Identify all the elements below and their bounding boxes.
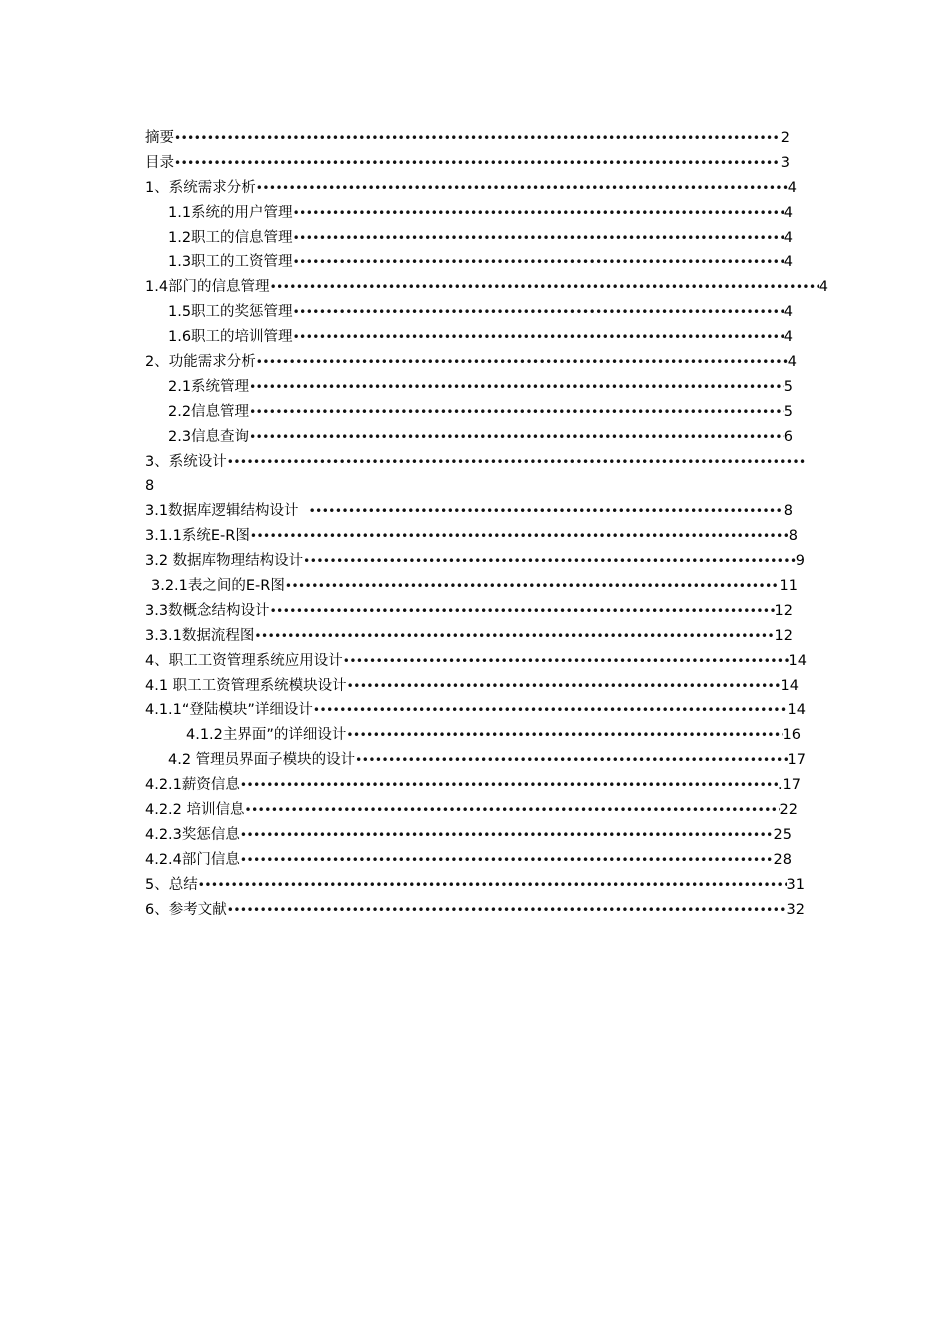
- toc-dot-leader: [270, 599, 775, 624]
- toc-entry: [0, 151, 950, 176]
- table-of-contents: [0, 126, 950, 923]
- toc-entry-title: 4、职工工资管理系统应用设计: [145, 652, 343, 669]
- toc-dot-leader: [293, 226, 784, 251]
- toc-entry: [0, 624, 950, 649]
- toc-entry-page: 14: [787, 702, 806, 719]
- toc-entry-page: 4: [787, 179, 797, 196]
- toc-dot-leader: [198, 873, 787, 898]
- toc-entry-title: 1、系统需求分析: [145, 179, 256, 196]
- toc-dot-leader: [250, 524, 789, 549]
- toc-entry: [0, 723, 950, 748]
- toc-dot-leader: [240, 848, 774, 873]
- toc-entry-page: 17: [787, 752, 806, 769]
- toc-entry: [0, 873, 950, 898]
- toc-entry: [0, 549, 950, 574]
- toc-dot-leader: [270, 275, 819, 300]
- toc-entry-page: 4: [787, 354, 797, 371]
- toc-dot-leader: [293, 250, 784, 275]
- toc-entry-page: 31: [786, 876, 805, 893]
- toc-entry-page: 12: [774, 627, 793, 644]
- toc-dot-leader: [293, 201, 784, 226]
- toc-entry: [0, 300, 950, 325]
- toc-entry: [0, 275, 950, 300]
- toc-entry-page: 14: [788, 652, 807, 669]
- toc-entry-page: 28: [773, 851, 792, 868]
- toc-entry-title: 3、系统设计: [145, 453, 227, 470]
- toc-entry: [0, 375, 950, 400]
- toc-dot-leader: [240, 773, 778, 798]
- toc-dot-leader: [249, 375, 784, 400]
- toc-entry-title: 1.2职工的信息管理: [168, 229, 293, 246]
- toc-entry-page: 16: [782, 727, 801, 744]
- toc-entry-page: 8: [788, 528, 798, 545]
- toc-dot-leader: [293, 300, 784, 325]
- toc-entry: [0, 823, 950, 848]
- toc-entry-page: 5: [783, 378, 793, 395]
- toc-entry-page: 6: [783, 428, 793, 445]
- toc-entry-title: 2.2信息管理: [168, 403, 250, 420]
- toc-entry-title: 1.4部门的信息管理: [145, 279, 270, 296]
- toc-dot-leader: [249, 400, 784, 425]
- toc-entry-page: 5: [783, 403, 793, 420]
- toc-entry-title: 目录: [145, 154, 174, 171]
- toc-dot-leader: [240, 823, 774, 848]
- toc-entry-page: .17: [777, 777, 801, 794]
- toc-entry-title: 2、功能需求分析: [145, 354, 256, 371]
- toc-entry-page: 4: [783, 254, 793, 271]
- toc-entry: [0, 350, 950, 375]
- toc-dot-leader: [254, 624, 774, 649]
- toc-dot-leader: [245, 798, 780, 823]
- toc-entry: [0, 201, 950, 226]
- toc-dot-leader: [174, 126, 781, 151]
- toc-entry: [0, 674, 950, 699]
- toc-entry-page: 14: [780, 677, 799, 694]
- toc-entry-page: 2: [780, 130, 790, 146]
- toc-entry: [0, 176, 950, 201]
- toc-dot-leader: [355, 748, 787, 773]
- toc-entry-page: 4: [783, 304, 793, 321]
- toc-entry: [0, 574, 950, 599]
- toc-entry: [0, 450, 950, 475]
- toc-dot-leader: [285, 574, 780, 599]
- toc-entry: [0, 499, 950, 524]
- toc-dot-leader: [309, 499, 784, 524]
- toc-entry-title: 3.2.1表之间的E-R图: [151, 578, 285, 595]
- toc-entry-page: 4: [818, 279, 828, 296]
- toc-entry: [0, 250, 950, 275]
- toc-entry: [0, 649, 950, 674]
- toc-dot-leader: [256, 350, 788, 375]
- toc-entry-page: 25: [773, 826, 792, 843]
- toc-entry-title: 1.6职工的培训管理: [168, 329, 293, 346]
- toc-entry: [0, 400, 950, 425]
- toc-dot-leader: [293, 325, 784, 350]
- toc-entry: [0, 748, 950, 773]
- toc-entry: [0, 226, 950, 251]
- toc-dot-leader: [249, 425, 784, 450]
- toc-entry-title: 4.2.2 培训信息: [145, 802, 245, 819]
- toc-entry-title: 1.5职工的奖惩管理: [168, 304, 293, 321]
- toc-entry-title: 3.3数概念结构设计: [145, 602, 270, 619]
- toc-entry-title: 8: [145, 478, 155, 495]
- toc-entry-title: 4.2.4部门信息: [145, 851, 240, 868]
- toc-entry: [0, 425, 950, 450]
- toc-entry: [0, 599, 950, 624]
- toc-entry-title: 6、参考文献: [145, 901, 227, 918]
- toc-entry-page: 4: [783, 229, 793, 246]
- toc-entry-title: 3.1数据库逻辑结构设计: [145, 503, 299, 520]
- toc-entry-title: 4.2.3奖惩信息: [145, 826, 240, 843]
- toc-entry-page: 22: [779, 802, 798, 819]
- toc-entry: [0, 848, 950, 873]
- toc-dot-leader: [227, 898, 787, 923]
- toc-dot-leader: [313, 698, 788, 723]
- toc-entry-title: 4.1 职工工资管理系统模块设计: [145, 677, 347, 694]
- toc-dot-leader: [256, 176, 788, 201]
- toc-entry-title: 摘要: [145, 130, 174, 146]
- toc-entry: [0, 126, 950, 151]
- toc-entry-title: 4.2 管理员界面子模块的设计: [168, 752, 356, 769]
- toc-entry-title: 5、总结: [145, 876, 198, 893]
- toc-entry-title: 1.3职工的工资管理: [168, 254, 293, 271]
- toc-entry: [0, 698, 950, 723]
- toc-entry-page: 12: [774, 602, 793, 619]
- toc-entry-title: 3.1.1系统E-R图: [145, 528, 250, 545]
- toc-entry: [0, 898, 950, 923]
- toc-entry-title: 4.1.2主界面”的详细设计: [186, 727, 347, 744]
- toc-entry-page: 11: [779, 578, 798, 595]
- toc-dot-leader: [227, 450, 805, 475]
- toc-entry-page: 8: [783, 503, 793, 520]
- toc-entry: [0, 798, 950, 823]
- toc-entry-title: 3.3.1数据流程图: [145, 627, 255, 644]
- toc-entry-page: 32: [786, 901, 805, 918]
- toc-entry-page: 9: [795, 553, 805, 570]
- toc-entry-title: 3.2 数据库物理结构设计: [145, 553, 304, 570]
- toc-dot-leader: [174, 151, 781, 176]
- toc-entry-title: 4.1.1“登陆模块”详细设计: [145, 702, 313, 719]
- toc-entry-page: 3: [780, 154, 790, 171]
- toc-dot-leader: [346, 723, 782, 748]
- toc-entry-page: 4: [783, 204, 793, 221]
- toc-entry: [0, 474, 950, 499]
- toc-entry: [0, 524, 950, 549]
- toc-dot-leader: [347, 674, 781, 699]
- toc-entry-page: 4: [783, 329, 793, 346]
- toc-entry-title: 2.1系统管理: [168, 378, 250, 395]
- toc-entry-title: 2.3信息查询: [168, 428, 250, 445]
- toc-dot-leader: [303, 549, 796, 574]
- toc-entry: [0, 773, 950, 798]
- toc-entry-title: 1.1系统的用户管理: [168, 204, 293, 221]
- toc-entry-title: 4.2.1薪资信息: [145, 777, 240, 794]
- toc-dot-leader: [343, 649, 789, 674]
- toc-entry: [0, 325, 950, 350]
